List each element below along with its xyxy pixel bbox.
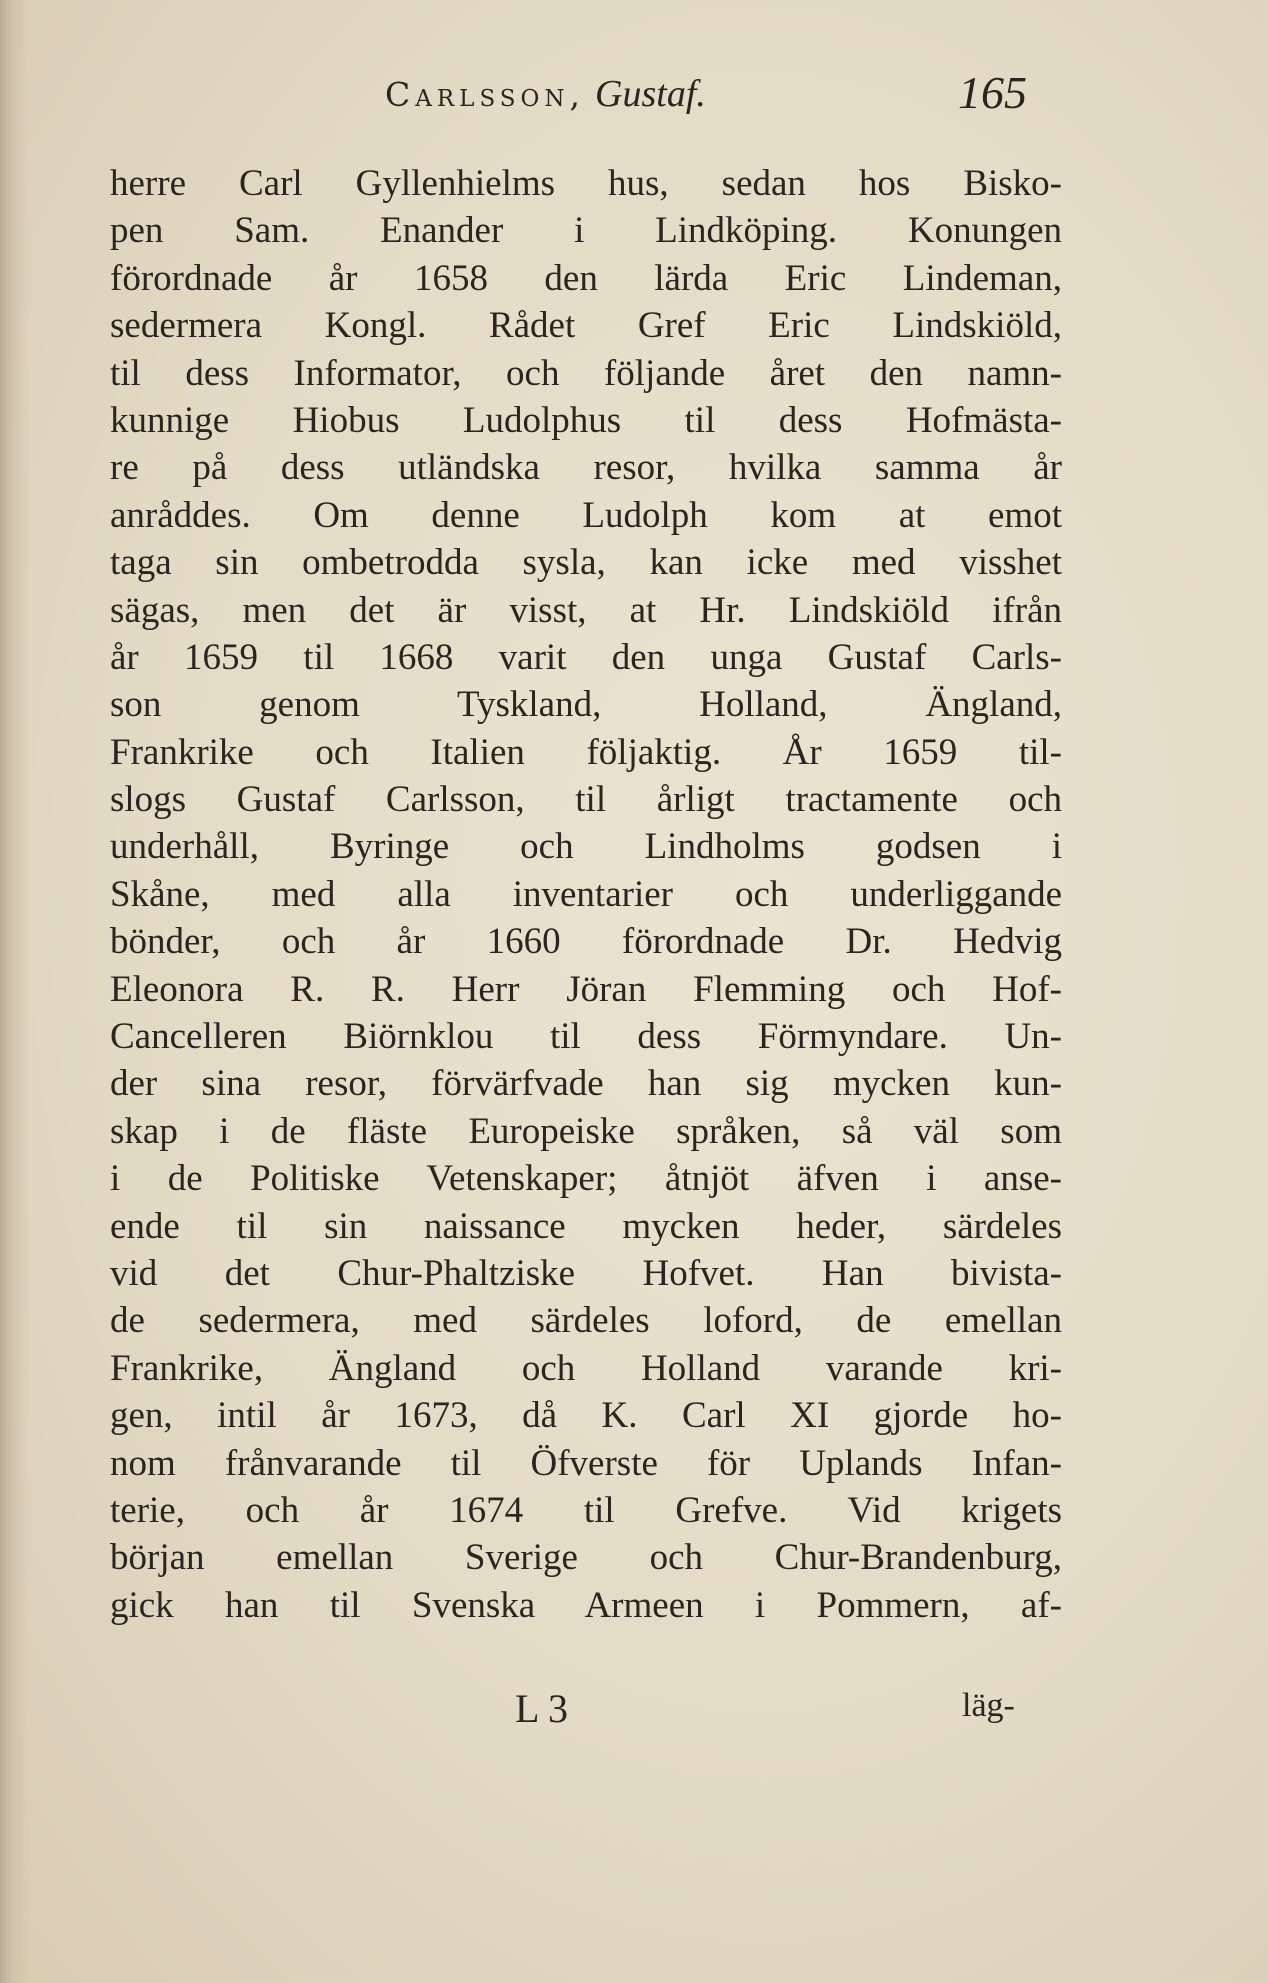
text-line: de sedermera, med särdeles loford, de emellan [110,1300,1062,1342]
text-line: slogs Gustaf Carlsson, til årligt tractamente och [110,779,1062,821]
signature-mark: L 3 [515,1686,568,1731]
text-line: förordnade år 1658 den lärda Eric Lindeman, [110,257,1062,299]
text-line: år 1659 til 1668 varit den unga Gustaf Carls- [110,636,1062,678]
catchword: läg- [962,1687,1015,1724]
text-line: gen, intil år 1673, då K. Carl XI gjorde ho- [110,1395,1062,1437]
body-text [110,160,1062,1629]
text-line: Frankrike och Italien följaktig. År 1659 til- [110,731,1062,773]
text-line: herre Carl Gyllenhielms hus, sedan hos Bisko- [110,163,1062,204]
page-footer [0,1685,1268,1745]
text-line: Skåne, med alla inventarier och underliggande [110,873,1062,915]
text-line: bönder, och år 1660 förordnade Dr. Hedvig [110,921,1062,963]
text-line: vid det Chur-Phaltziske Hofvet. Han bivista- [110,1252,1062,1294]
page-header [0,62,1268,132]
text-line: sägas, men det är visst, at Hr. Lindskiöld ifrån [110,589,1062,631]
text-line: son genom Tyskland, Holland, Ängland, [110,684,1062,726]
text-line: anråddes. Om denne Ludolph kom at emot [110,494,1062,536]
text-line: sedermera Kongl. Rådet Gref Eric Lindskiöld, [110,305,1062,347]
running-title-given-name: Gustaf. [595,73,706,115]
running-title-name: Carlsson, [385,75,586,114]
page-number: 165 [958,67,1027,118]
text-line: taga sin ombetrodda sysla, kan icke med visshet [110,542,1062,584]
text-line: Frankrike, Ängland och Holland varande kri- [110,1347,1062,1389]
text-line: der sina resor, förvärfvade han sig mycken kun- [110,1063,1062,1105]
text-line: nom frånvarande til Öfverste för Uplands Infan- [110,1442,1062,1484]
text-line: re på dess utländska resor, hvilka samma år [110,447,1062,489]
text-line: Eleonora R. R. Herr Jöran Flemming och Hof- [110,968,1062,1010]
text-line: Cancelleren Biörnklou til dess Förmyndare. Un- [110,1016,1062,1058]
text-line: början emellan Sverige och Chur-Brandenburg, [110,1537,1062,1579]
text-line: skap i de fläste Europeiske språken, så väl som [110,1110,1062,1152]
running-title [385,72,706,116]
text-line: gick han til Svenska Armeen i Pommern, af- [110,1584,1062,1626]
text-line: til dess Informator, och följande året den namn- [110,352,1062,394]
text-line: ende til sin naissance mycken heder, särdeles [110,1205,1062,1247]
text-line: kunnige Hiobus Ludolphus til dess Hofmästa- [110,399,1062,441]
text-line: underhåll, Byringe och Lindholms godsen i [110,826,1062,868]
text-line: terie, och år 1674 til Grefve. Vid krigets [110,1489,1062,1531]
text-line: i de Politiske Vetenskaper; åtnjöt äfven i anse- [110,1158,1062,1200]
text-line: pen Sam. Enander i Lindköping. Konungen [110,210,1062,252]
